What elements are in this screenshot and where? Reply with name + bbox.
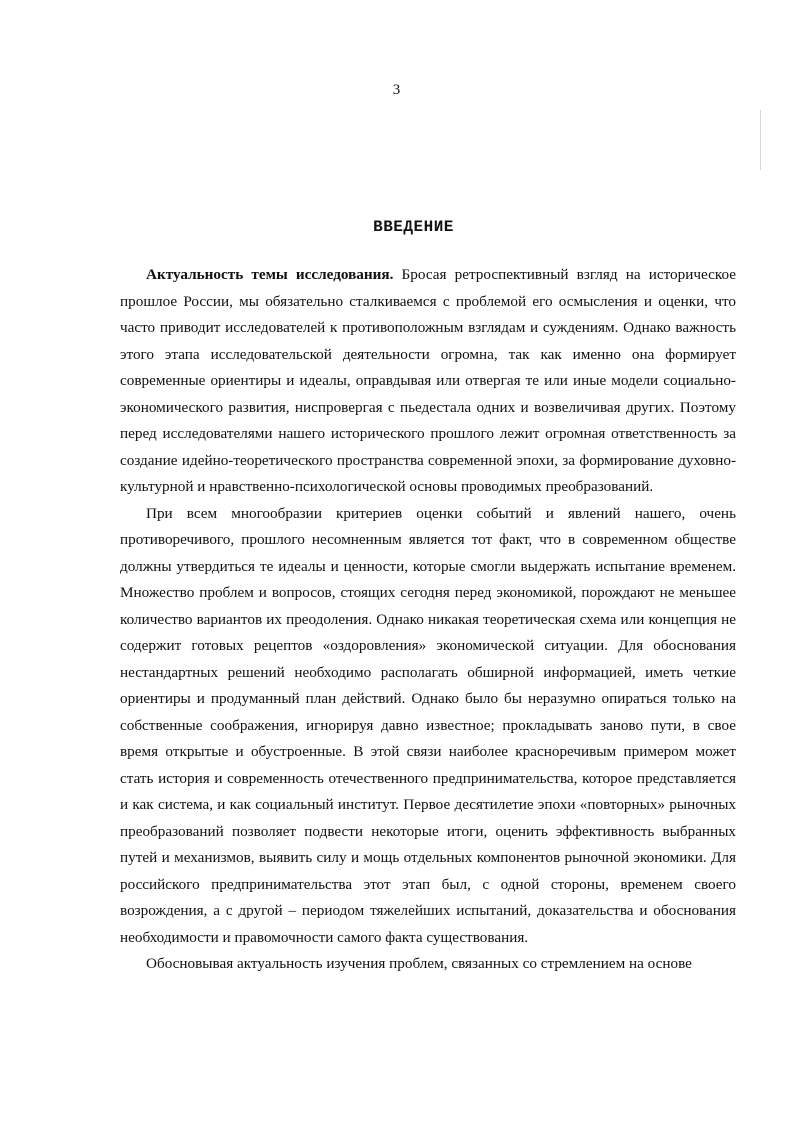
paragraph-text: Бросая ретроспективный взгляд на историческое прошлое России, мы обязательно сталкиваемся с проблемой его осмысления и оценки, что часто приводит исследователей к противоположным взглядам и суждениям. Однако важность этого этапа исследовательской деятельности огромна, так как именно она формирует современные ориентиры и идеалы, оправдывая или отвергая те или иные модели социально-экономического развития, ниспровергая с пьедестала одних и возвеличивая других. Поэтому перед исследователями нашего исторического прошлого лежит огромная ответственность за создание идейно-теоретического пространства современной эпохи, за формирование духовно-культурной и нравственно-психологической основы проводимых преобразований. (120, 266, 736, 495)
paragraph-relevance (120, 262, 736, 501)
section-heading: ВВЕДЕНИЕ (373, 218, 454, 236)
paragraph-criteria: При всем многообразии критериев оценки событий и явлений нашего, очень противоречивого, прошлого несомненным является тот факт, что в современном обществе должны утвердиться те идеалы и ценности, которые смогли выдержать испытание временем. Множество проблем и вопросов, стоящих сегодня перед экономикой, порождают не меньшее количество вариантов их преодоления. Однако никакая теоретическая схема или концепция не содержит готовых рецептов «оздоровления» экономической ситуации. Для обоснования нестандартных решений необходимо располагать обширной информацией, иметь четкие ориентиры и продуманный план действий. Однако было бы неразумно опираться только на собственные соображения, игнорируя давно известное; прокладывать заново пути, в свое время открытые и обустроенные. В этой связи наиболее красноречивым примером может стать история и современность отечественного предпринимательства, которое представляется и как система, и как социальный институт. Первое десятилетие эпохи «повторных» рыночных преобразований позволяет подвести некоторые итоги, оценить эффективность выбранных путей и механизмов, выявить силу и мощь отдельных компонентов рыночной экономики. Для российского предпринимательства этот этап был, с одной стороны, временем своего возрождения, а с другой – периодом тяжелейших испытаний, доказательства и обоснования необходимости и правомочности самого факта существования. (120, 504, 736, 946)
paragraph-justification: Обосновывая актуальность изучения проблем, связанных со стремлением на основе (146, 955, 692, 972)
body-text (120, 262, 736, 978)
scan-edge-mark (760, 110, 761, 170)
paragraph-lead: Актуальность темы исследования. (146, 266, 394, 283)
page-number: 3 (392, 82, 401, 98)
